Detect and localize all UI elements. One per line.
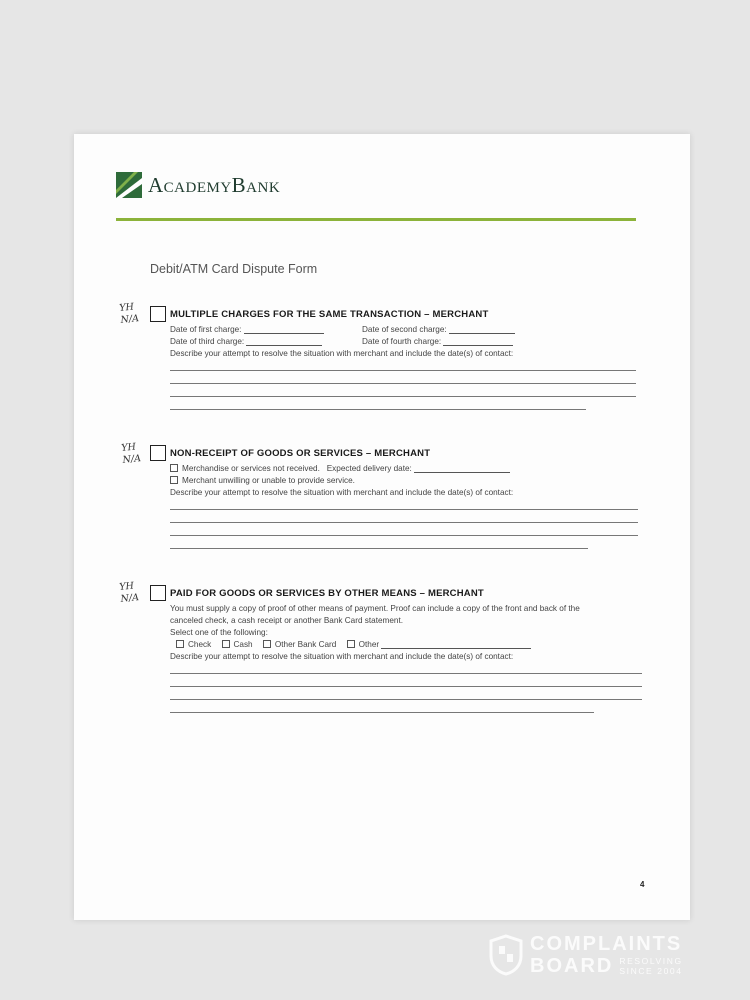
expected-date-label: Expected delivery date:: [326, 464, 412, 473]
handwritten-note-2: YH N/A: [120, 441, 142, 466]
handwritten-note-3: YH N/A: [118, 580, 140, 605]
write-line[interactable]: [170, 661, 642, 674]
watermark-line-1: COMPLAINTS: [530, 933, 683, 955]
option-unwilling-checkbox[interactable]: [170, 476, 178, 484]
expected-date-field[interactable]: [414, 464, 510, 473]
section-1-title: MULTIPLE CHARGES FOR THE SAME TRANSACTION – MERCHANT: [170, 308, 489, 320]
write-line[interactable]: [170, 523, 638, 536]
check-option-label: Check: [188, 640, 212, 649]
write-line[interactable]: [170, 674, 642, 687]
other-option-field[interactable]: [381, 640, 531, 649]
date-fourth-label: Date of fourth charge:: [362, 337, 442, 346]
write-line[interactable]: [170, 497, 638, 510]
write-line[interactable]: [170, 371, 636, 384]
section-3-checkbox[interactable]: [150, 585, 166, 601]
section-multiple-charges: [150, 306, 640, 410]
date-second-field[interactable]: [449, 325, 515, 334]
section-3-select-label: Select one of the following:: [170, 628, 268, 637]
section-3-instructions-1: You must supply a copy of proof of other means of payment. Proof can include a copy of the front and back of the: [170, 604, 580, 613]
option-not-received-label: Merchandise or services not received.: [182, 464, 320, 473]
cash-option-label: Cash: [233, 640, 253, 649]
section-3-instructions-2: canceled check, a cash receipt or another Bank Card statement.: [170, 616, 404, 625]
cash-option-checkbox[interactable]: [222, 640, 230, 648]
write-line[interactable]: [170, 536, 588, 549]
other-option-label: Other: [358, 640, 380, 649]
handwritten-note-1: YH N/A: [118, 301, 140, 326]
section-3-title: PAID FOR GOODS OR SERVICES BY OTHER MEANS – MERCHANT: [170, 587, 484, 599]
section-2-title: NON-RECEIPT OF GOODS OR SERVICES – MERCHANT: [170, 447, 431, 459]
option-unwilling-label: Merchant unwilling or unable to provide service.: [182, 476, 355, 485]
other-option-checkbox[interactable]: [347, 640, 355, 648]
date-first-field[interactable]: [244, 325, 324, 334]
complaints-board-watermark: [488, 934, 683, 976]
date-third-label: Date of third charge:: [170, 337, 245, 346]
write-line[interactable]: [170, 397, 586, 410]
accent-rule: [116, 218, 636, 221]
section-other-means: [150, 585, 640, 713]
write-line[interactable]: [170, 510, 638, 523]
bank-logo-icon: [116, 172, 142, 198]
write-line[interactable]: [170, 384, 636, 397]
section-3-describe: Describe your attempt to resolve the situation with merchant and include the date(s) of contact:: [170, 652, 514, 661]
write-line[interactable]: [170, 358, 636, 371]
section-1-describe: Describe your attempt to resolve the situation with merchant and include the date(s) of contact:: [170, 349, 514, 358]
section-2-describe: Describe your attempt to resolve the situation with merchant and include the date(s) of contact:: [170, 488, 514, 497]
check-option-checkbox[interactable]: [176, 640, 184, 648]
form-page: [74, 134, 690, 920]
form-title: Debit/ATM Card Dispute Form: [150, 262, 318, 276]
watermark-tagline-1: RESOLVING: [619, 956, 683, 966]
section-2-checkbox[interactable]: [150, 445, 166, 461]
date-second-label: Date of second charge:: [362, 325, 447, 334]
bank-logo: [116, 172, 280, 198]
date-first-label: Date of first charge:: [170, 325, 242, 334]
date-fourth-field[interactable]: [443, 337, 513, 346]
other-bank-card-checkbox[interactable]: [263, 640, 271, 648]
page-number: 4: [640, 880, 645, 889]
date-third-field[interactable]: [246, 337, 322, 346]
watermark-line-2: BOARD: [530, 955, 614, 977]
other-bank-card-label: Other Bank Card: [274, 640, 337, 649]
write-line[interactable]: [170, 700, 594, 713]
bank-name: AcademyBank: [148, 172, 281, 197]
option-not-received-checkbox[interactable]: [170, 464, 178, 472]
shield-icon: [488, 934, 524, 976]
watermark-tagline-2: SINCE 2004: [619, 966, 683, 976]
section-non-receipt: [150, 445, 640, 549]
section-1-checkbox[interactable]: [150, 306, 166, 322]
write-line[interactable]: [170, 687, 642, 700]
